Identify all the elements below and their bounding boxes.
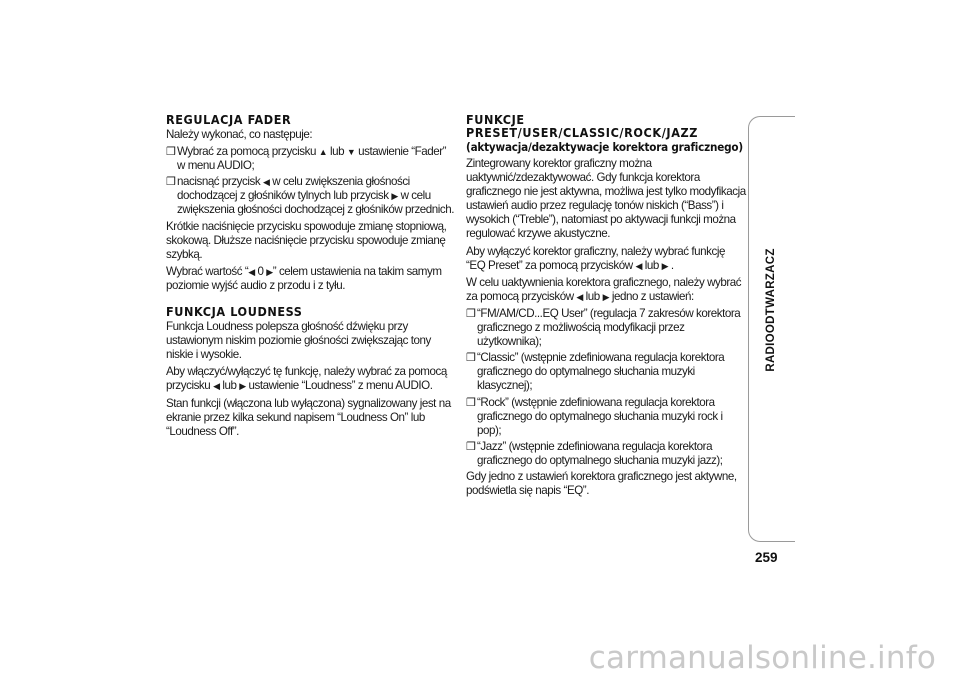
checkbox-bullet-icon: ❒ <box>466 307 476 320</box>
left-column <box>166 113 456 442</box>
left-arrow-icon: ◀ <box>248 266 255 277</box>
fader-paragraph-2: Wybrać wartość “◀ 0 ▶” celem ustawienia na takim samym poziomie wyjść audio z przodu i z tyłu. <box>166 264 442 292</box>
checkbox-bullet-icon: ❒ <box>166 146 176 159</box>
fader-step-1: ❒ Wybrać za pomocą przycisku ▲ lub ▼ ustawienie “Fader” w menu AUDIO; <box>166 145 447 173</box>
checkbox-bullet-icon: ❒ <box>466 440 476 453</box>
page-number: 259 <box>755 550 778 565</box>
loudness-paragraph-1: Funkcja Loudness polepsza głośność dźwięku przy ustawionym niskim poziomie głośności zwiększając tony niskie i wysokie. <box>166 320 431 362</box>
loudness-heading: FUNKCJA LOUDNESS <box>166 304 303 320</box>
up-arrow-icon: ▲ <box>318 147 328 158</box>
checkbox-bullet-icon: ❒ <box>466 396 476 409</box>
checkbox-bullet-icon: ❒ <box>466 352 476 365</box>
fader-intro: Należy wykonać, co następuje: <box>166 128 313 141</box>
loudness-paragraph-3: Stan funkcji (włączona lub wyłączona) sygnalizowany jest na ekranie przez kilka sekund napisem “Loudness On” lub “Loudness Off”. <box>166 396 451 438</box>
eq-option-rock: ❒ “Rock” (wstępnie zdefiniowana regulacja korektora graficznego do optymalnego słuchania muzyki rock i pop); <box>466 395 723 437</box>
section-tab-label: RADIOODTWARZACZ <box>765 248 777 372</box>
fader-paragraph-1: Krótkie naciśnięcie przycisku spowoduje zmianę stopniową, skokową. Dłuższe naciśnięcie przycisku spowoduje zmianę szybką. <box>166 219 447 261</box>
fader-step-2: ❒ nacisnąć przycisk ◀ w celu zwiększenia głośności dochodzącej z głośników tylnych lub przycisk ▶ w celu zwiększenia głośności dochodzącej z głośników przednich. <box>166 175 455 217</box>
right-arrow-icon: ▶ <box>661 260 669 271</box>
right-arrow-icon: ▶ <box>391 191 398 202</box>
fader-heading: REGULACJA FADER <box>166 112 292 127</box>
eq-option-classic: ❒ “Classic” (wstępnie zdefiniowana regulacja korektora graficznego do optymalnego słuchania muzyki klasycznej); <box>466 351 725 393</box>
right-arrow-icon: ▶ <box>602 291 610 302</box>
checkbox-bullet-icon: ❒ <box>166 176 176 189</box>
left-arrow-icon: ◀ <box>635 260 642 271</box>
right-arrow-icon: ▶ <box>239 381 246 392</box>
eq-option-jazz: ❒ “Jazz” (wstępnie zdefiniowana regulacja korektora graficznego do optymalnego słuchania muzyki jazz); <box>466 439 723 467</box>
watermark: carmanualsonline.info <box>588 640 936 676</box>
down-arrow-icon: ▼ <box>346 147 356 158</box>
eq-paragraph-1: Zintegrowany korektor graficzny można uaktywnić/zdezaktywować. Gdy funkcja korektora graficznego nie jest aktywna, możliwa jest tylko modyfikacja ustawień audio przez regulację tonów niskich (“Bass”) i wysokich (“Treble”), natomiast po aktywacji funkcji można regulować krzywe akustyczne. <box>466 157 746 241</box>
eq-paragraph-2: Aby wyłączyć korektor graficzny, należy wybrać funkcję “EQ Preset” za pomocą przycisków ◀ lub ▶ . <box>466 244 725 272</box>
eq-option-user: ❒ “FM/AM/CD...EQ User” (regulacja 7 zakresów korektora graficznego z możliwością modyfikacji przez użytkownika); <box>466 306 741 349</box>
right-arrow-icon: ▶ <box>266 266 273 277</box>
right-column <box>466 113 746 501</box>
eq-paragraph-3: W celu uaktywnienia korektora graficznego, należy wybrać za pomocą przycisków ◀ lub ▶ jedno z ustawień: <box>466 275 742 303</box>
left-arrow-icon: ◀ <box>213 381 220 392</box>
eq-heading: FUNKCJE PRESET/USER/CLASSIC/ROCK/JAZZ <box>466 112 699 140</box>
left-arrow-icon: ◀ <box>262 177 270 188</box>
eq-subheading: (aktywacja/dezaktywacje korektora graficznego) <box>466 140 743 154</box>
left-arrow-icon: ◀ <box>576 291 583 302</box>
loudness-paragraph-2: Aby włączyć/wyłączyć tę funkcję, należy wybrać za pomocą przycisku ◀ lub ▶ ustawienie “Loudness” z menu AUDIO. <box>166 365 447 393</box>
eq-paragraph-4: Gdy jedno z ustawień korektora graficznego jest aktywne, podświetla się napis “EQ”. <box>466 469 737 498</box>
